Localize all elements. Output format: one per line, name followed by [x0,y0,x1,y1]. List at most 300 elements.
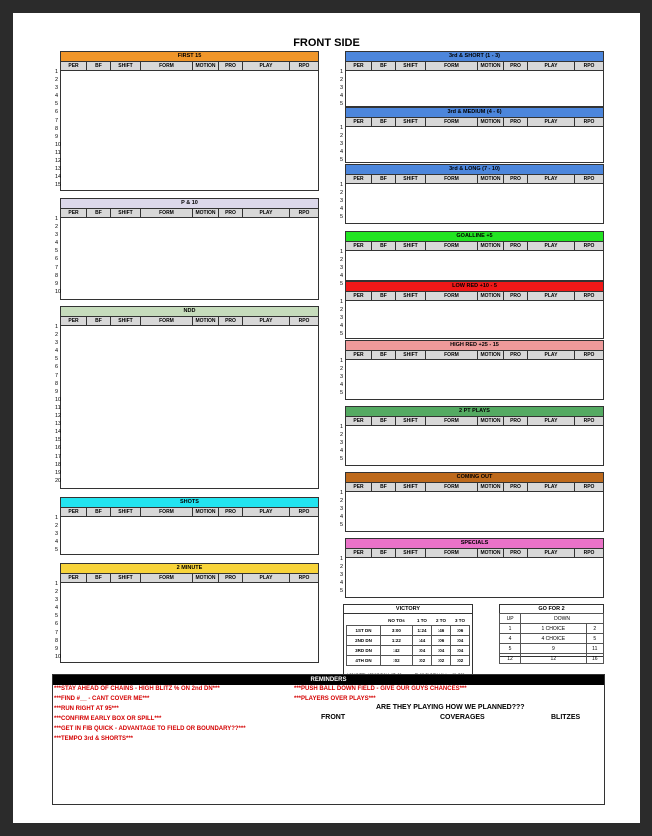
column-header-shift: SHIFT [396,351,426,359]
victory-grid [346,616,470,666]
column-header-play: PLAY [528,483,575,491]
column-header-per: PER [346,549,372,557]
go-for-2-cell: 12 [500,654,521,664]
row-number: 3 [55,85,59,92]
block-first-15 [60,51,319,191]
column-header-form: FORM [426,62,478,70]
row-numbers [340,124,343,164]
row-number: 10 [55,653,62,660]
block-title: FIRST 15 [61,52,318,62]
column-headers [346,175,603,184]
block-title: SPECIALS [346,539,603,549]
row-number: 5 [340,588,344,595]
row-number: 1 [340,358,344,364]
block-title: 3rd & SHORT (1 - 3) [346,52,603,62]
row-number: 2 [55,523,59,530]
column-header-bf: BF [372,242,396,250]
victory-row [347,646,470,656]
victory-header-row [347,616,470,626]
row-number: 3 [340,265,344,272]
column-header-rpo: RPO [298,318,310,324]
go-for-2-cell: 5 [500,644,521,654]
row-number: 12 [55,413,62,420]
column-headers [61,317,318,326]
row-number: 5 [55,613,59,620]
row-number: 10 [55,288,62,295]
column-header-play: PLAY [528,351,575,359]
victory-title: VICTORY [344,605,472,614]
victory-cell: 3RD DN [347,646,381,656]
reminder-left-1: ***STAY AHEAD OF CHAINS - HIGH BLITZ % ON 2nd DN*** [54,686,220,692]
column-headers [346,118,603,127]
row-number: 4 [340,514,344,521]
row-number: 9 [55,280,59,287]
go-for-2-cell: 4 CHOICE [521,634,586,644]
column-header-play: PLAY [243,62,290,70]
column-header-shift: SHIFT [111,317,141,325]
row-number: 2 [55,224,59,231]
victory-cell: NO TOs [388,618,405,623]
victory-cell: :02 [451,656,470,666]
row-number: 4 [340,149,344,156]
victory-cell: :04 [451,646,470,656]
victory-row [347,656,470,666]
reminder-left-6: ***TEMPO 3rd & SHORTS*** [54,736,134,742]
row-number: 5 [340,390,344,397]
victory-cell: 4TH DN [347,656,381,666]
column-header-motion: MOTION [478,351,504,359]
row-number: 5 [340,214,344,221]
block-title: 2 MINUTE [61,564,318,574]
row-numbers [340,555,343,595]
block-3rd-medium-4-6 [345,107,604,163]
row-number: 7 [55,264,59,271]
page-title: FRONT SIDE [293,37,360,49]
row-number: 1 [340,490,344,496]
row-number: 2 [340,77,344,84]
column-header-per: PER [346,417,372,425]
column-header-pro: PRO [504,118,528,126]
column-header-motion: MOTION [193,508,219,516]
row-number: 10 [55,396,62,403]
row-number: 8 [55,125,59,132]
row-number: 5 [340,331,344,338]
column-header-rpo: RPO [583,119,595,125]
go-for-2-cell: 16 [586,654,603,664]
column-header-rpo: RPO [583,352,595,358]
row-number: 5 [340,522,344,529]
column-header-play: PLAY [528,118,575,126]
victory-cell: :04 [451,636,470,646]
row-number: 5 [55,356,59,363]
row-numbers [340,423,343,463]
column-header-shift: SHIFT [396,483,426,491]
column-header-rpo: RPO [298,575,310,581]
column-header-shift: SHIFT [111,209,141,217]
column-headers [346,242,603,251]
column-headers [346,351,603,360]
column-header-rpo: RPO [583,63,595,69]
column-header-form: FORM [426,351,478,359]
column-header-per: PER [346,242,372,250]
row-number: 4 [55,605,59,612]
row-numbers [340,248,343,288]
row-number: 5 [55,547,59,554]
row-number: 5 [340,456,344,463]
row-number: 18 [55,461,62,468]
block-title: P & 10 [61,199,318,209]
column-header-pro: PRO [219,317,243,325]
column-header-bf: BF [87,317,111,325]
row-number: 4 [55,93,59,100]
row-numbers [340,489,343,529]
go-for-2-cell: 9 [521,644,586,654]
block-title: GOALLINE +5 [346,232,603,242]
row-number: 4 [340,580,344,587]
row-number: 3 [340,198,344,205]
reminders-box [52,674,605,805]
column-header-form: FORM [426,175,478,183]
row-number: 9 [55,645,59,652]
reminder-left-4: ***CONFIRM EARLY BOX OR SPILL*** [54,716,162,722]
row-number: 3 [340,315,344,322]
block-coming-out [345,472,604,532]
column-header-shift: SHIFT [396,417,426,425]
column-header-shift: SHIFT [111,508,141,516]
column-header-bf: BF [372,417,396,425]
column-headers [61,209,318,218]
row-number: 4 [55,348,59,355]
column-header-bf: BF [372,175,396,183]
row-number: 2 [55,77,59,84]
victory-cell: :42 [380,646,412,656]
column-header-shift: SHIFT [396,175,426,183]
column-headers [61,62,318,71]
column-header-play: PLAY [528,175,575,183]
column-header-per: PER [346,118,372,126]
row-number: 2 [340,366,344,373]
column-header-bf: BF [372,351,396,359]
go-for-2-cell: 4 [500,634,521,644]
row-number: 2 [340,307,344,314]
row-number: 2 [340,190,344,197]
block-title: 3rd & MEDIUM (4 - 6) [346,108,603,118]
column-headers [61,574,318,583]
row-number: 1 [55,581,59,587]
victory-cell: :02 [380,656,412,666]
row-number: 14 [55,429,62,436]
label-coverages: COVERAGES [440,714,485,721]
row-number: 15 [55,437,62,444]
column-header-pro: PRO [504,549,528,557]
column-header-motion: MOTION [193,209,219,217]
row-number: 10 [55,141,62,148]
column-header-play: PLAY [243,508,290,516]
block-title: SHOTS [61,498,318,508]
column-header-rpo: RPO [583,243,595,249]
go-for-2-row [500,644,604,654]
row-number: 16 [55,445,62,452]
column-header-pro: PRO [219,62,243,70]
column-header-per: PER [346,175,372,183]
column-header-motion: MOTION [478,549,504,557]
column-headers [346,549,603,558]
column-header-motion: MOTION [478,292,504,300]
column-header-play: PLAY [528,242,575,250]
column-header-form: FORM [141,209,193,217]
column-header-bf: BF [87,508,111,516]
column-header-form: FORM [426,549,478,557]
block-2-pt-plays [345,406,604,466]
column-header-bf: BF [372,62,396,70]
column-header-motion: MOTION [193,62,219,70]
victory-cell: 1 TO [416,618,427,623]
row-number: 3 [340,141,344,148]
row-number: 1 [340,249,344,255]
block-p-10 [60,198,319,300]
reminder-left-5: ***GET IN FIB QUICK - ADVANTAGE TO FIELD OR BOUNDARY??*** [54,726,246,732]
column-header-shift: SHIFT [396,118,426,126]
column-header-shift: SHIFT [396,62,426,70]
column-header-form: FORM [426,483,478,491]
column-header-motion: MOTION [478,118,504,126]
victory-cell: :02 [412,656,431,666]
go-for-2-cell: 11 [586,644,603,654]
go-for-2-cell: 12 [521,654,586,664]
go-for-2-row [500,654,604,664]
call-sheet-page [13,13,640,823]
column-header-bf: BF [372,549,396,557]
row-number: 3 [55,232,59,239]
victory-cell: :46 [432,626,451,636]
block-specials [345,538,604,598]
victory-row [347,626,470,636]
column-headers [346,483,603,492]
label-front: FRONT [321,714,346,721]
column-header-per: PER [61,62,87,70]
reminder-question: ARE THEY PLAYING HOW WE PLANNED??? [376,704,525,711]
row-number: 2 [340,133,344,140]
row-number: 1 [340,424,344,430]
column-header-shift: SHIFT [111,62,141,70]
reminder-left-3: ***RUN RIGHT AT 95*** [54,706,119,712]
row-number: 6 [55,256,59,263]
column-header-pro: PRO [504,242,528,250]
column-header-form: FORM [426,118,478,126]
column-header-play: PLAY [528,549,575,557]
victory-cell: 2 TO [436,618,446,623]
row-number: 3 [340,572,344,579]
victory-cell: 3 TO [455,618,465,623]
reminder-right-2: ***PLAYERS OVER PLAYS*** [294,696,376,702]
row-number: 3 [55,340,59,347]
column-header-form: FORM [426,292,478,300]
row-number: 19 [55,469,62,476]
row-number: 5 [340,157,344,164]
column-header-pro: PRO [504,175,528,183]
column-header-shift: SHIFT [396,549,426,557]
block-3rd-short-1-3 [345,51,604,107]
column-header-play: PLAY [243,209,290,217]
row-numbers [55,215,61,296]
row-number: 20 [55,477,62,484]
victory-cell: :04 [432,646,451,656]
column-header-per: PER [346,292,372,300]
column-header-rpo: RPO [583,550,595,556]
go-for-2-table [499,604,604,662]
row-number: 1 [55,515,59,521]
column-header-pro: PRO [504,292,528,300]
victory-cell: 1:22 [380,636,412,646]
row-number: 4 [340,206,344,213]
victory-cell: :44 [412,636,431,646]
row-number: 11 [55,404,61,411]
row-number: 4 [340,273,344,280]
column-header-pro: PRO [219,209,243,217]
go-for-2-header-up: UP [500,614,521,624]
column-header-play: PLAY [528,292,575,300]
go-for-2-cell: 1 [500,624,521,634]
row-number: 13 [55,421,62,428]
row-number: 5 [340,101,344,108]
column-header-pro: PRO [504,417,528,425]
column-header-bf: BF [372,118,396,126]
victory-cell: 1ST DN [347,626,381,636]
row-numbers [340,357,343,397]
row-number: 1 [55,324,59,330]
block-goalline-5 [345,231,604,281]
victory-cell: :04 [412,646,431,656]
row-number: 8 [55,637,59,644]
row-number: 6 [55,364,59,371]
row-number: 1 [340,182,344,188]
column-header-motion: MOTION [193,317,219,325]
row-number: 11 [55,149,61,156]
column-header-rpo: RPO [583,484,595,490]
go-for-2-row [500,624,604,634]
column-headers [346,292,603,301]
row-number: 1 [55,69,59,75]
column-header-form: FORM [141,508,193,516]
block-title: LOW RED +10 - 5 [346,282,603,292]
row-number: 6 [55,621,59,628]
row-number: 4 [55,539,59,546]
reminders-title: REMINDERS [53,675,604,685]
column-header-pro: PRO [504,62,528,70]
row-number: 4 [340,382,344,389]
row-numbers [340,68,343,108]
victory-cell: :06 [451,626,470,636]
column-header-rpo: RPO [298,210,310,216]
column-header-shift: SHIFT [111,574,141,582]
row-number: 3 [55,531,59,538]
victory-table [343,604,473,683]
column-header-per: PER [346,351,372,359]
row-number: 2 [55,589,59,596]
column-headers [346,417,603,426]
row-number: 1 [340,556,344,562]
column-header-pro: PRO [219,574,243,582]
column-header-per: PER [346,483,372,491]
column-header-play: PLAY [243,574,290,582]
victory-cell: :02 [432,656,451,666]
row-number: 3 [340,374,344,381]
column-header-rpo: RPO [298,63,310,69]
row-number: 9 [55,388,59,395]
column-header-rpo: RPO [583,418,595,424]
column-header-play: PLAY [528,62,575,70]
column-header-pro: PRO [504,483,528,491]
row-number: 1 [340,299,344,305]
row-number: 6 [55,109,59,116]
row-number: 3 [340,85,344,92]
column-header-per: PER [61,574,87,582]
column-header-per: PER [61,317,87,325]
row-number: 4 [55,240,59,247]
block-2-minute [60,563,319,663]
column-header-motion: MOTION [193,574,219,582]
block-title: HIGH RED +25 - 15 [346,341,603,351]
go-for-2-cell: 2 [586,624,603,634]
column-header-per: PER [346,62,372,70]
row-number: 7 [55,117,59,124]
column-header-pro: PRO [219,508,243,516]
row-number: 8 [55,272,59,279]
row-number: 4 [340,448,344,455]
row-number: 3 [340,440,344,447]
victory-cell: 3:00 [380,626,412,636]
row-number: 7 [55,629,59,636]
block-title: 3rd & LONG (7 - 10) [346,165,603,175]
column-header-form: FORM [141,317,193,325]
column-headers [61,508,318,517]
reminder-left-2: ***FIND #__ - CANT COVER ME*** [54,696,150,702]
column-header-motion: MOTION [478,175,504,183]
row-number: 1 [55,216,59,222]
row-number: 5 [55,248,59,255]
go-for-2-title: GO FOR 2 [500,605,603,614]
row-number: 2 [340,564,344,571]
go-for-2-cell: 5 [586,634,603,644]
row-number: 1 [340,125,344,131]
column-header-per: PER [61,508,87,516]
column-header-bf: BF [87,209,111,217]
column-header-form: FORM [426,242,478,250]
column-header-bf: BF [87,574,111,582]
column-header-bf: BF [372,292,396,300]
block-3rd-long-7-10 [345,164,604,224]
block-title: COMING OUT [346,473,603,483]
column-header-rpo: RPO [298,509,310,515]
column-headers [346,62,603,71]
row-number: 12 [55,158,62,165]
victory-cell: 1:24 [412,626,431,636]
row-number: 8 [55,380,59,387]
row-number: 2 [340,432,344,439]
go-for-2-header-row [500,614,604,624]
block-title: 2 PT PLAYS [346,407,603,417]
column-header-bf: BF [372,483,396,491]
row-numbers [55,514,58,554]
column-header-shift: SHIFT [396,292,426,300]
block-low-red-10-5 [345,281,604,339]
column-header-play: PLAY [528,417,575,425]
row-number: 15 [55,182,62,189]
column-header-form: FORM [426,417,478,425]
row-number: 2 [340,498,344,505]
victory-cell [347,616,381,626]
go-for-2-row [500,634,604,644]
